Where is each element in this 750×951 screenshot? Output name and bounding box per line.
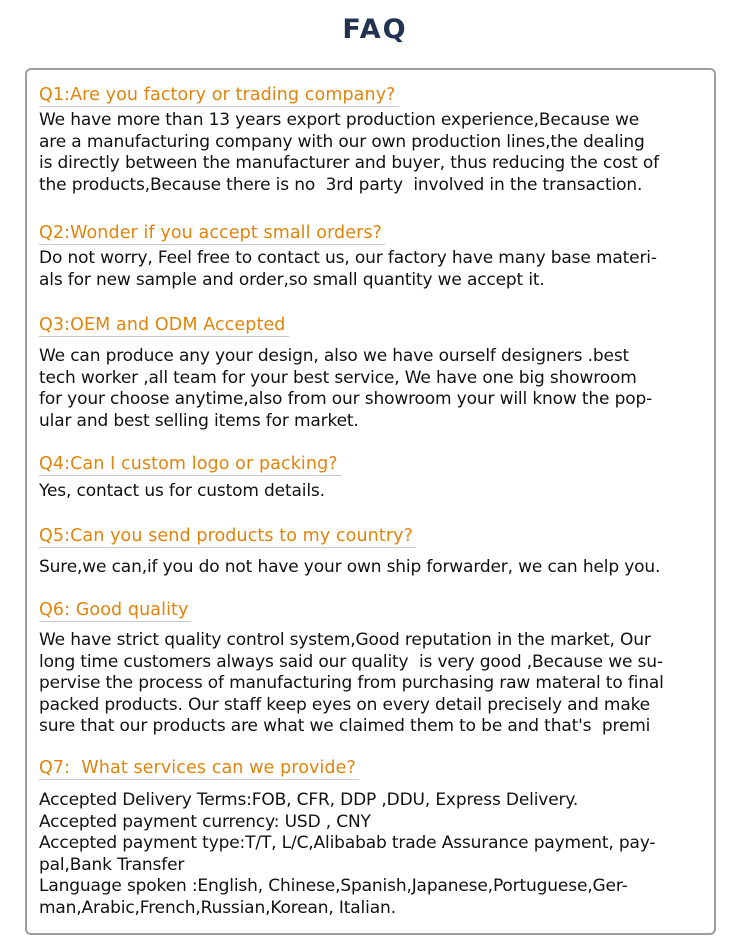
- faq-answer: [39, 110, 715, 196]
- answer-line: Yes, contact us for custom details.: [39, 481, 325, 501]
- answer-line: pal,Bank Transfer: [39, 854, 185, 875]
- faq-answer: [39, 481, 715, 503]
- answer-line: Accepted payment type:T/T, L/C,Alibabab trade Assurance payment, pay-: [39, 833, 656, 853]
- faq-answer: [39, 248, 715, 291]
- faq-item-7: [39, 757, 715, 919]
- answer-line: long time customers always said our quality is very good ,Because we su-: [39, 651, 663, 672]
- faq-item-1: [39, 84, 715, 196]
- page-title: FAQ: [342, 14, 408, 45]
- faq-question: Q5:Can you send products to my country?: [39, 525, 416, 548]
- faq-item-2: [39, 222, 715, 291]
- answer-line: Accepted payment currency: USD , CNY: [39, 811, 371, 832]
- answer-line: pervise the process of manufacturing from purchasing raw materal to final: [39, 673, 664, 693]
- faq-question: Q7: What services can we provide?: [39, 757, 359, 780]
- answer-line: for your choose anytime,also from our showroom your will know the pop-: [39, 389, 653, 409]
- faq-answer: [39, 630, 715, 738]
- answer-line: the products,Because there is no 3rd party involved in the transaction.: [39, 174, 643, 195]
- faq-answer: [39, 557, 715, 579]
- faq-item-3: [39, 314, 715, 432]
- answer-line: tech worker ,all team for your best service, We have one big showroom: [39, 367, 637, 388]
- faq-item-5: [39, 525, 715, 579]
- answer-line: packed products. Our staff keep eyes on every detail precisely and make: [39, 694, 650, 715]
- answer-line: Sure,we can,if you do not have your own ship forwarder, we can help you.: [39, 557, 661, 577]
- faq-question: Q3:OEM and ODM Accepted: [39, 314, 289, 337]
- faq-question: Q1:Are you factory or trading company?: [39, 84, 399, 107]
- faq-question: Q6: Good quality: [39, 599, 191, 622]
- answer-line: are a manufacturing company with our own production lines,the dealing: [39, 131, 645, 152]
- answer-line: als for new sample and order,so small quantity we accept it.: [39, 269, 545, 290]
- answer-line: Do not worry, Feel free to contact us, our factory have many base materi-: [39, 248, 657, 268]
- faq-question: Q2:Wonder if you accept small orders?: [39, 222, 385, 245]
- answer-line: Accepted Delivery Terms:FOB, CFR, DDP ,DDU, Express Delivery.: [39, 790, 579, 810]
- answer-line: ular and best selling items for market.: [39, 410, 359, 431]
- answer-line: Language spoken :English, Chinese,Spanish,Japanese,Portuguese,Ger-: [39, 876, 628, 896]
- faq-item-4: [39, 453, 715, 503]
- faq-answer: [39, 346, 715, 432]
- faq-item-6: [39, 599, 715, 738]
- answer-line: We have more than 13 years export production experience,Because we: [39, 110, 640, 130]
- answer-line: We can produce any your design, also we have ourself designers .best: [39, 346, 630, 366]
- faq-answer: [39, 790, 715, 919]
- answer-line: is directly between the manufacturer and buyer, thus reducing the cost of: [39, 153, 660, 173]
- answer-line: We have strict quality control system,Good reputation in the market, Our: [39, 630, 651, 650]
- answer-line: man,Arabic,French,Russian,Korean, Italian.: [39, 897, 396, 918]
- faq-question: Q4:Can I custom logo or packing?: [39, 453, 341, 476]
- faq-panel: [25, 68, 716, 935]
- answer-line: sure that our products are what we claimed them to be and that's premi: [39, 716, 651, 736]
